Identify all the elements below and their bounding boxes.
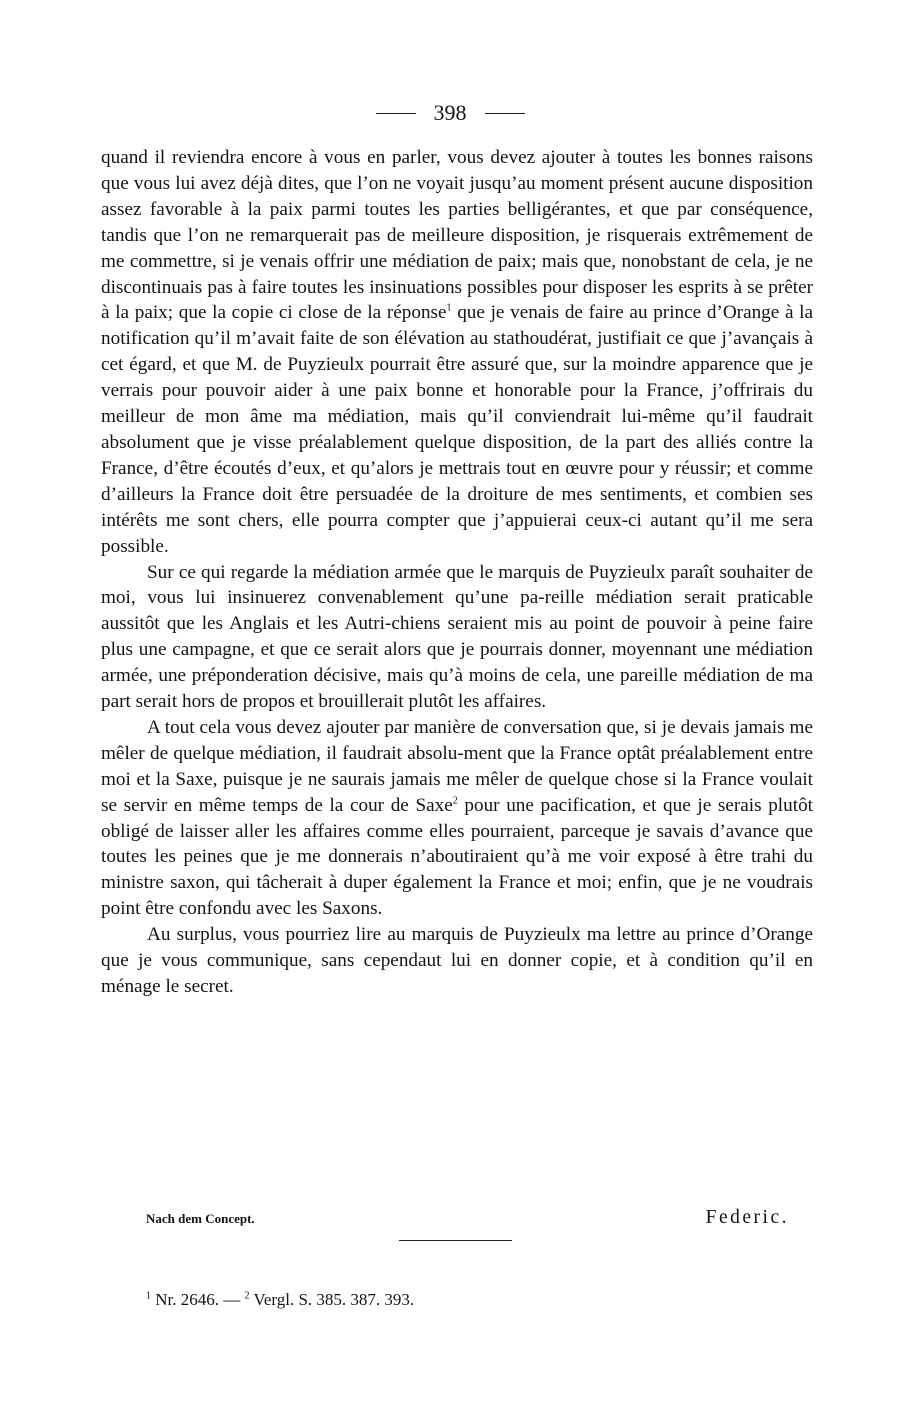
paragraph-text: A tout cela vous devez ajouter par manière de conversation que, si je devais jamais me mêler de quelque médiation, il faudrait absolu-ment que la France optât préalablement entre moi et la Saxe, puisque je ne saurais jamais me mêler de quelque chose si la France voulait se servir en même temps de la cour de Saxe — [101, 716, 813, 816]
signature: Federic. — [705, 1207, 789, 1228]
paragraph-text: Sur ce qui regarde la médiation armée que le marquis de Puyzieulx paraît souhaiter de moi, vous lui insinuerez convenablement qu’une pa-reille médiation serait praticable aussitôt que les Anglais et les Autri-chiens seraient mis au point de pouvoir à peine faire plus une campagne, et que ce serait alors que je pourrais donner, moyennant une médiation armée, une préponderation décisive, mais qu’à moins de cela, une pareille médiation de ma part serait hors de propos et brouillerait plutôt les affaires. — [101, 561, 813, 713]
footnote-marker-1: 1 — [146, 1290, 151, 1302]
footnote-reference: 1 — [446, 303, 452, 315]
footnote-separator — [399, 1240, 512, 1241]
header-dash-left — [376, 113, 416, 114]
footnotes — [146, 1288, 414, 1312]
paragraph — [101, 560, 813, 715]
footnote-marker-2: 2 — [244, 1290, 250, 1302]
paragraph-text: que je venais de faire au prince d’Orange à la notification qu’il m’avait faite de son élévation au stathoudérat, justifiait ce que j’avançais à cet égard, et que M. de Puyzieulx pourrait être assuré que, sur la moindre apparence que je verrais pour pouvoir aider à une paix bonne et honorable pour la France, j’offrirais du meilleur de mon âme ma médiation, mais qu’il conviendrait lui-même qu’il faudrait absolument que je visse préalablement quelque disposition, de la part des alliés contre la France, d’être écoutés d’eux, et qu’alors je mettrais tout en œuvre pour y réussir; et comme d’ailleurs la France doit être persuadée de la droiture de mes sentiments, et combien ses intérêts me sont chers, elle pourra compter que j’appuierai ceux-ci autant qu’il me sera possible. — [101, 302, 814, 557]
page-number-header — [0, 98, 900, 128]
page-number: 398 — [433, 100, 467, 125]
paragraph-text: Au surplus, vous pourriez lire au marquis de Puyzieulx ma lettre au prince d’Orange que je vous communique, sans cependaut lui en donner copie, et à condition qu’il en ménage le secret. — [101, 924, 813, 997]
paragraph — [101, 145, 813, 560]
source-note: Nach dem Concept. — [146, 1211, 255, 1226]
letter-closing — [101, 1207, 813, 1229]
footnote-text-2: Vergl. S. 385. 387. 393. — [249, 1290, 415, 1309]
paragraph — [101, 922, 813, 1000]
letter-body — [101, 145, 813, 1000]
header-dash-right — [485, 113, 525, 114]
paragraph — [101, 715, 813, 922]
paragraph-text: quand il reviendra encore à vous en parler, vous devez ajouter à toutes les bonnes raisons que vous lui avez déjà dites, que l’on ne voyait jusqu’au moment présent aucune disposition assez favorable à la paix parmi toutes les parties belligérantes, et que par conséquence, tandis que l’on ne remarquerait pas de meilleure disposition, je risquerais extrêmement de me commettre, si je venais offrir une médiation de paix; mais que, nonobstant de cela, je ne discontinuais pas à faire toutes les insinuations possibles pour disposer les esprits à se prêter à la paix; que la copie ci close de la réponse — [101, 147, 813, 324]
footnote-text-1: Nr. 2646. — — [151, 1290, 245, 1309]
footnote-reference: 2 — [452, 795, 458, 807]
paragraph-text: pour une pacification, et que je serais plutôt obligé de laisser aller les affaires comme elles pourraient, parceque je savais d’avance que toutes les peines que je me donnerais n’aboutiraient qu’à me voir exposé à être trahi du ministre saxon, qui tâcherait à duper également la France et moi; enfin, que je ne voudrais point être confondu avec les Saxons. — [101, 794, 813, 920]
